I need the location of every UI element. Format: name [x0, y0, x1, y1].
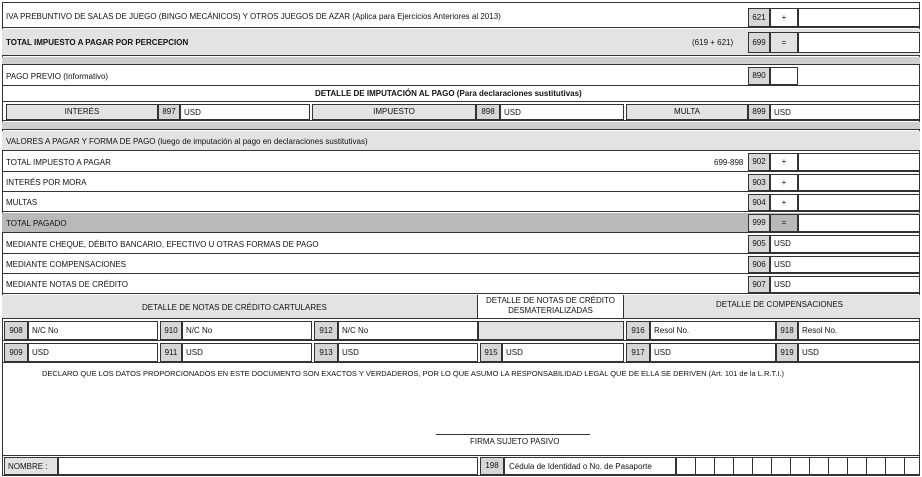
code-898: 898 [476, 104, 500, 120]
nc-label-910: N/C No [186, 326, 213, 335]
sign-999: = [770, 214, 798, 232]
field-919[interactable] [798, 343, 920, 362]
separator-band-2 [2, 122, 920, 130]
field-907[interactable] [770, 276, 920, 293]
row-iva-salas [2, 6, 920, 28]
total-percepcion-label: TOTAL IMPUESTO A PAGAR POR PERCEPCION [6, 38, 189, 47]
code-899: 899 [748, 104, 770, 120]
field-917[interactable] [650, 343, 776, 362]
field-898[interactable] [500, 104, 624, 120]
resol-label-918: Resol No. [802, 326, 838, 335]
usd-898: USD [504, 108, 521, 117]
valores-title: VALORES A PAGAR Y FORMA DE PAGO (luego de imputación al pago en declaraciones sustitutivas) [6, 137, 368, 146]
row-cheque [2, 234, 920, 254]
row-notas-credito [2, 275, 920, 294]
code-906: 906 [748, 256, 770, 273]
interes-label: INTERÉS [64, 107, 100, 116]
usd-915: USD [506, 348, 523, 357]
field-908[interactable] [28, 321, 158, 340]
field-902[interactable] [798, 153, 920, 171]
multas-label: MULTAS [6, 198, 38, 207]
code-699: 699 [748, 32, 770, 53]
code-919: 919 [776, 343, 798, 362]
sign-902: + [770, 153, 798, 171]
desmat-header [478, 295, 624, 319]
firma-label: FIRMA SUJETO PASIVO [470, 437, 560, 446]
field-916[interactable] [650, 321, 776, 340]
cartulares-title: DETALLE DE NOTAS DE CRÉDITO CARTULARES [142, 303, 327, 312]
field-897[interactable] [180, 104, 310, 120]
compens-header [624, 295, 920, 319]
interes-mora-label: INTERÉS POR MORA [6, 178, 87, 187]
resol-label-916: Resol No. [654, 326, 690, 335]
field-909[interactable] [28, 343, 158, 362]
field-903[interactable] [798, 174, 920, 191]
compens-title: DETALLE DE COMPENSACIONES [716, 300, 843, 309]
cartulares-header [2, 295, 478, 319]
multa-label-box [626, 104, 748, 120]
usd-899: USD [774, 108, 791, 117]
nombre-label-box [4, 457, 58, 475]
code-917: 917 [626, 343, 650, 362]
code-908: 908 [4, 321, 28, 340]
detalle-row-2 [2, 342, 920, 363]
code-918: 918 [776, 321, 798, 340]
sign-plus: + [770, 8, 798, 27]
row-pago-previo [2, 66, 920, 86]
nombre-label: NOMBRE : [8, 462, 48, 471]
code-902: 902 [748, 153, 770, 171]
imputacion-header [2, 87, 920, 102]
declaracion-text: DECLARO QUE LOS DATOS PROPORCIONADOS EN ESTE DOCUMENTO SON EXACTOS Y VERDADEROS, POR LO QUE ASUMO LA RESPONSABILIDAD LEGAL QUE DE ELLA SE DERIVEN (Art. 101 de la L.R.T.I.) [42, 369, 785, 378]
sign-equals: = [770, 32, 798, 53]
cedula-digit-cells[interactable] [676, 457, 920, 475]
row-total-percepcion [2, 29, 920, 56]
usd-911: USD [186, 348, 203, 357]
row-multas [2, 193, 920, 212]
interes-label-box [6, 104, 158, 120]
nc-label-908: N/C No [32, 326, 59, 335]
code-909: 909 [4, 343, 28, 362]
usd-919: USD [802, 348, 819, 357]
usd-907: USD [774, 280, 791, 289]
desmat-title-1: DETALLE DE NOTAS DE CRÉDITO [486, 296, 615, 305]
usd-897: USD [184, 108, 201, 117]
nombre-field[interactable] [58, 457, 478, 475]
row-compensaciones [2, 255, 920, 274]
usd-905: USD [774, 239, 791, 248]
compensaciones-label: MEDIANTE COMPENSACIONES [6, 260, 127, 269]
code-912: 912 [314, 321, 338, 340]
field-699[interactable] [798, 32, 920, 53]
usd-909: USD [32, 348, 49, 357]
total-pagado-label: TOTAL PAGADO [6, 219, 67, 228]
field-899[interactable] [770, 104, 920, 120]
row-total-impuesto [2, 152, 920, 172]
pago-previo-label: PAGO PREVIO (Informativo) [6, 72, 109, 81]
usd-913: USD [342, 348, 359, 357]
code-910: 910 [160, 321, 182, 340]
code-897: 897 [158, 104, 180, 120]
usd-917: USD [654, 348, 671, 357]
field-906[interactable] [770, 256, 920, 273]
field-918[interactable] [798, 321, 920, 340]
code-905: 905 [748, 235, 770, 253]
field-904[interactable] [798, 194, 920, 211]
valores-header [2, 131, 920, 151]
desmat-blank [478, 321, 624, 340]
field-999[interactable] [798, 214, 920, 232]
row-total-pagado [2, 213, 920, 233]
code-999: 999 [748, 214, 770, 232]
iva-salas-label: IVA PREBUNTIVO DE SALAS DE JUEGO (BINGO MECÁNICOS) Y OTROS JUEGOS DE AZAR (Aplica para Ejercicios Anteriores al 2013) [6, 12, 501, 21]
code-621: 621 [748, 8, 770, 27]
total-percepcion-formula: (619 + 621) [692, 38, 734, 47]
impuesto-label-box [312, 104, 476, 120]
code-198: 198 [480, 457, 504, 475]
code-904: 904 [748, 194, 770, 211]
imputacion-title: DETALLE DE IMPUTACIÓN AL PAGO (Para declaraciones sustitutivas) [315, 89, 582, 98]
field-911[interactable] [182, 343, 312, 362]
cedula-label-box [504, 457, 676, 475]
desmat-title-2: DESMATERIALIZADAS [508, 306, 593, 315]
field-915[interactable] [502, 343, 624, 362]
code-903: 903 [748, 174, 770, 191]
total-impuesto-label: TOTAL IMPUESTO A PAGAR [6, 158, 111, 167]
code-890: 890 [748, 67, 770, 85]
notas-credito-label: MEDIANTE NOTAS DE CRÉDITO [6, 280, 128, 289]
usd-906: USD [774, 260, 791, 269]
field-905[interactable] [770, 235, 920, 253]
field-621[interactable] [798, 8, 920, 27]
firma-line [436, 434, 590, 435]
code-913: 913 [314, 343, 338, 362]
field-912[interactable] [338, 321, 478, 340]
bottom-row [2, 455, 920, 476]
detalle-row-1 [2, 320, 920, 341]
cedula-label: Cédula de Identidad o No. de Pasaporte [509, 462, 652, 471]
field-890[interactable] [770, 67, 798, 85]
multa-label: MULTA [674, 107, 700, 116]
total-impuesto-formula: 699-898 [714, 158, 744, 167]
field-910[interactable] [182, 321, 312, 340]
sign-904: + [770, 194, 798, 211]
code-911: 911 [160, 343, 182, 362]
cheque-label: MEDIANTE CHEQUE, DÉBITO BANCARIO, EFECTIVO U OTRAS FORMAS DE PAGO [6, 240, 319, 249]
field-913[interactable] [338, 343, 478, 362]
code-907: 907 [748, 276, 770, 293]
code-915: 915 [480, 343, 502, 362]
sign-903: + [770, 174, 798, 191]
imputacion-row [2, 103, 920, 121]
separator-band [2, 57, 920, 65]
impuesto-label: IMPUESTO [373, 107, 415, 116]
nc-label-912: N/C No [342, 326, 369, 335]
code-916: 916 [626, 321, 650, 340]
row-interes-mora [2, 173, 920, 192]
